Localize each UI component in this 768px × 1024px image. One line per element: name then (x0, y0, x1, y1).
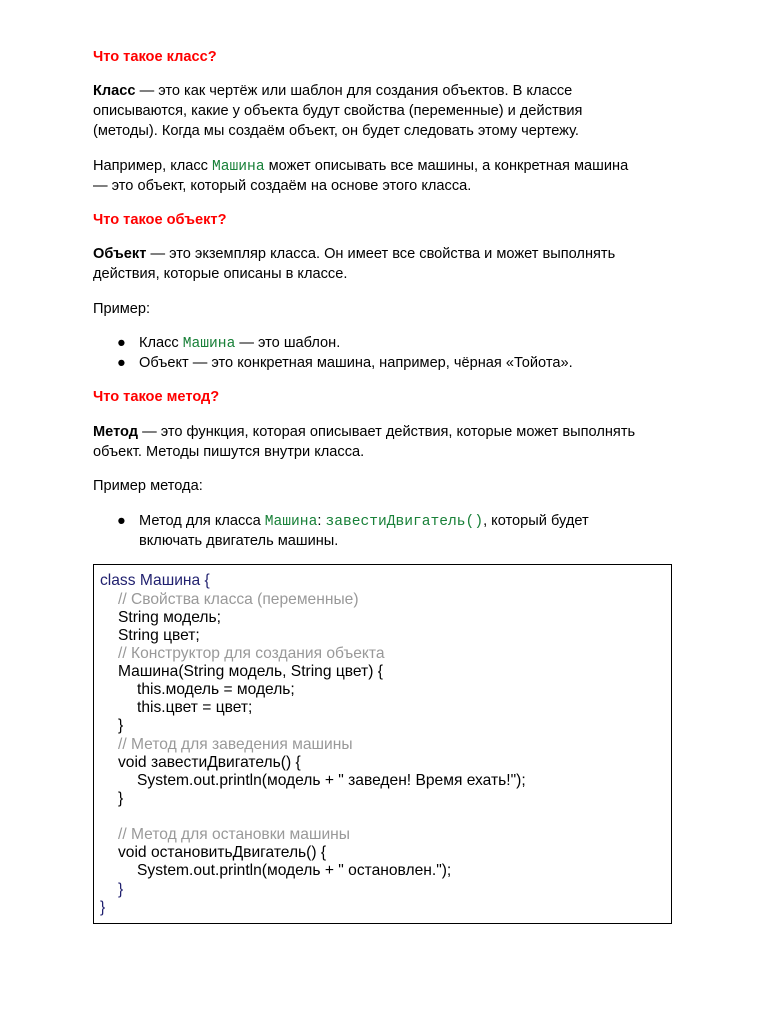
object-example-label: Пример: (93, 301, 151, 317)
bullet-icon: ● (117, 335, 126, 351)
inline-code-mashina: Машина (212, 159, 265, 175)
code-line: this.модель = модель; (137, 681, 295, 698)
paragraph-class-line3: (методы). Когда мы создаём объект, он будет следовать этому чертежу. (93, 123, 579, 139)
code-line: } (118, 717, 124, 734)
paragraph-class-example-line2: — это объект, который создаём на основе этого класса. (93, 178, 472, 194)
bullet-icon: ● (117, 355, 126, 371)
code-line: System.out.println(модель + " остановлен."); (137, 862, 452, 879)
heading-what-is-object: Что такое объект? (93, 212, 227, 228)
code-line: } (118, 881, 124, 898)
code-line: String модель; (118, 609, 221, 626)
code-line: Машина(String модель, String цвет) { (118, 663, 383, 680)
bullet-icon: ● (117, 513, 126, 529)
code-comment: // Метод для остановки машины (118, 826, 350, 843)
paragraph-class-definition: Класс — это как чертёж или шаблон для создания объектов. В классе (93, 83, 573, 99)
code-line: this.цвет = цвет; (137, 699, 253, 716)
code-line: System.out.println(модель + " заведен! Время ехать!"); (137, 772, 526, 789)
code-line: class Машина { (100, 572, 210, 589)
inline-code-mashina: Машина (264, 514, 318, 530)
method-example-label: Пример метода: (93, 478, 203, 494)
heading-what-is-method: Что такое метод? (93, 389, 220, 405)
heading-what-is-class: Что такое класс? (93, 49, 217, 65)
paragraph-method-definition: Метод — это функция, которая описывает действия, которые может выполнять (93, 424, 636, 440)
code-comment: // Метод для заведения машины (118, 736, 353, 753)
term-class: Класс (93, 83, 136, 99)
inline-code-start-engine: завестиДвигатель() (325, 514, 484, 530)
paragraph-object-line2: действия, которые описаны в классе. (93, 266, 348, 282)
term-method: Метод (93, 424, 139, 440)
paragraph-object-definition: Объект — это экземпляр класса. Он имеет все свойства и может выполнять (93, 246, 616, 262)
code-block (93, 564, 672, 924)
code-comment: // Конструктор для создания объекта (118, 645, 385, 662)
code-line: } (100, 899, 106, 916)
paragraph-method-line2: объект. Методы пишутся внутри класса. (93, 444, 365, 460)
code-comment: // Свойства класса (переменные) (118, 591, 359, 608)
code-line: String цвет; (118, 627, 200, 644)
paragraph-class-line2: описываются, какие у объекта будут свойства (переменные) и действия (93, 103, 583, 119)
paragraph-class-example: Например, класс Машина может описывать все машины, а конкретная машина (93, 158, 629, 175)
code-line: void остановитьДвигатель() { (118, 844, 327, 861)
term-object: Объект (93, 246, 147, 262)
inline-code-mashina: Машина (182, 336, 236, 352)
code-line: } (118, 790, 124, 807)
code-line: void завестиДвигатель() { (118, 754, 301, 771)
